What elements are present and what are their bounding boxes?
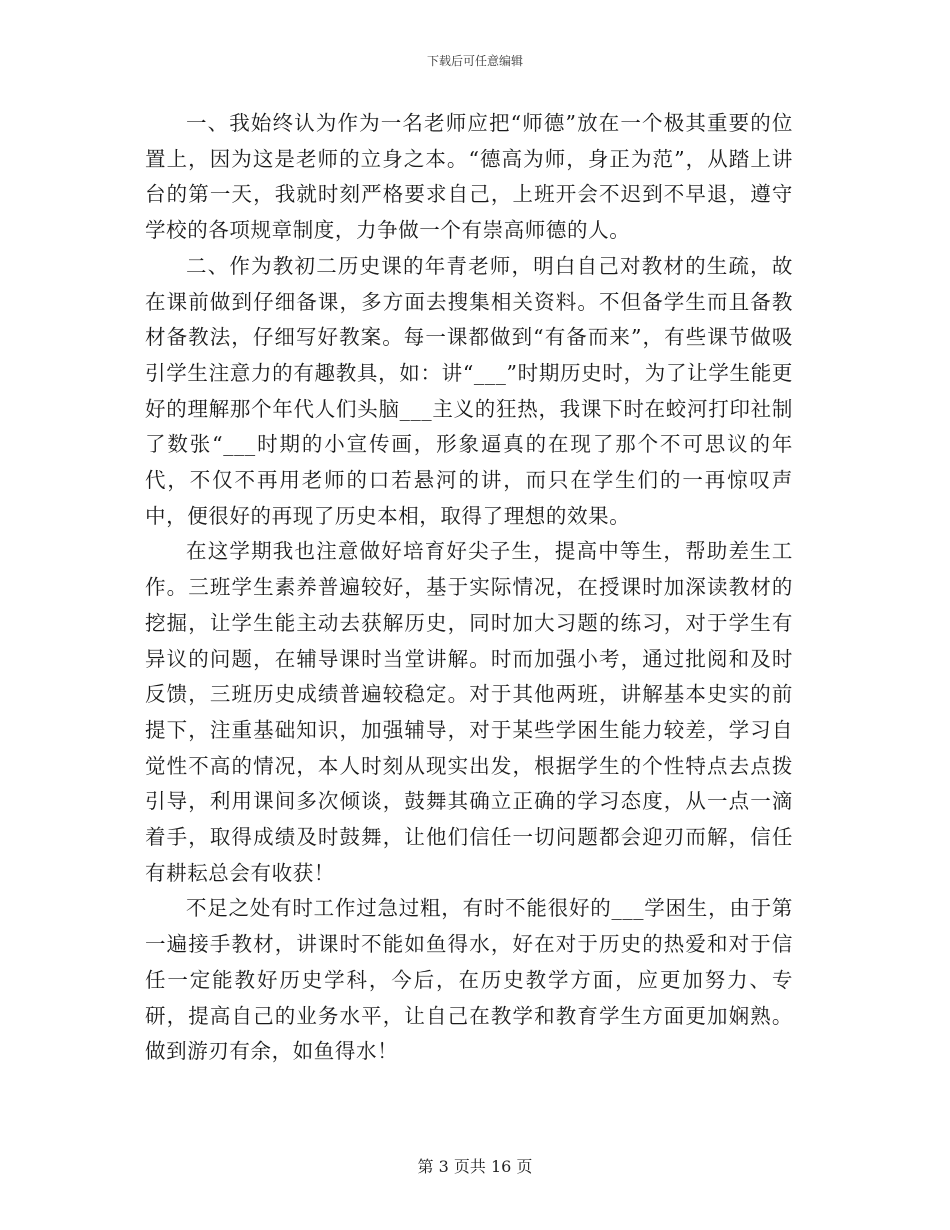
document-body xyxy=(145,106,793,1070)
page-header-note: 下载后可任意编辑 xyxy=(426,54,523,68)
paragraph-shortcomings: 不足之处有时工作过急过粗，有时不能很好的___学困生，由于第一遍接手教材，讲课时不能如鱼得水，好在对于历史的热爱和对于信任一定能教好历史学科，今后，在历史教学方面，应更加努力、专研，提高自己的业务水平，让自己在教学和教育学生方面更加娴熟。做到游刃有余，如鱼得水！ xyxy=(145,896,793,1064)
paragraph-teacher-ethics: 一、我始终认为作为一名老师应把“师德”放在一个极其重要的位置上，因为这是老师的立身之本。“德高为师，身正为范”，从踏上讲台的第一天，我就时刻严格要求自己，上班开会不迟到不早退，遵守学校的各项规章制度，力争做一个有崇高师德的人。 xyxy=(145,111,793,243)
page-number: 第 3 页共 16 页 xyxy=(417,1157,533,1176)
paragraph-lesson-preparation: 二、作为教初二历史课的年青老师，明白自己对教材的生疏，故在课前做到仔细备课，多方面去搜集相关资料。不但备学生而且备教材备教法，仔细写好教案。每一课都做到“有备而来”，有些课节做吸引学生注意力的有趣教具，如：讲“___”时期历史时，为了让学生能更好的理解那个年代人们头脑___主义的狂热，我课下时在蛟河打印社制了数张“___时期的小宣传画，形象逼真的在现了那个不可思议的年代，不仅不再用老师的口若悬河的讲，而只在学生们的一再惊叹声中，便很好的再现了历史本相，取得了理想的效果。 xyxy=(145,253,793,528)
paragraph-student-guidance: 在这学期我也注意做好培育好尖子生，提高中等生，帮助差生工作。三班学生素养普遍较好，基于实际情况，在授课时加深读教材的挖掘，让学生能主动去获解历史，同时加大习题的练习，对于学生有异议的问题，在辅导课时当堂讲解。时而加强小考，通过批阅和及时反馈，三班历史成绩普遍较稳定。对于其他两班，讲解基本史实的前提下，注重基础知识，加强辅导，对于某些学困生能力较差，学习自觉性不高的情况，本人时刻从现实出发，根据学生的个性特点去点拨引导，利用课间多次倾谈，鼓舞其确立正确的学习态度，从一点一滴着手，取得成绩及时鼓舞，让他们信任一切问题都会迎刃而解，信任有耕耘总会有收获！ xyxy=(145,539,793,885)
